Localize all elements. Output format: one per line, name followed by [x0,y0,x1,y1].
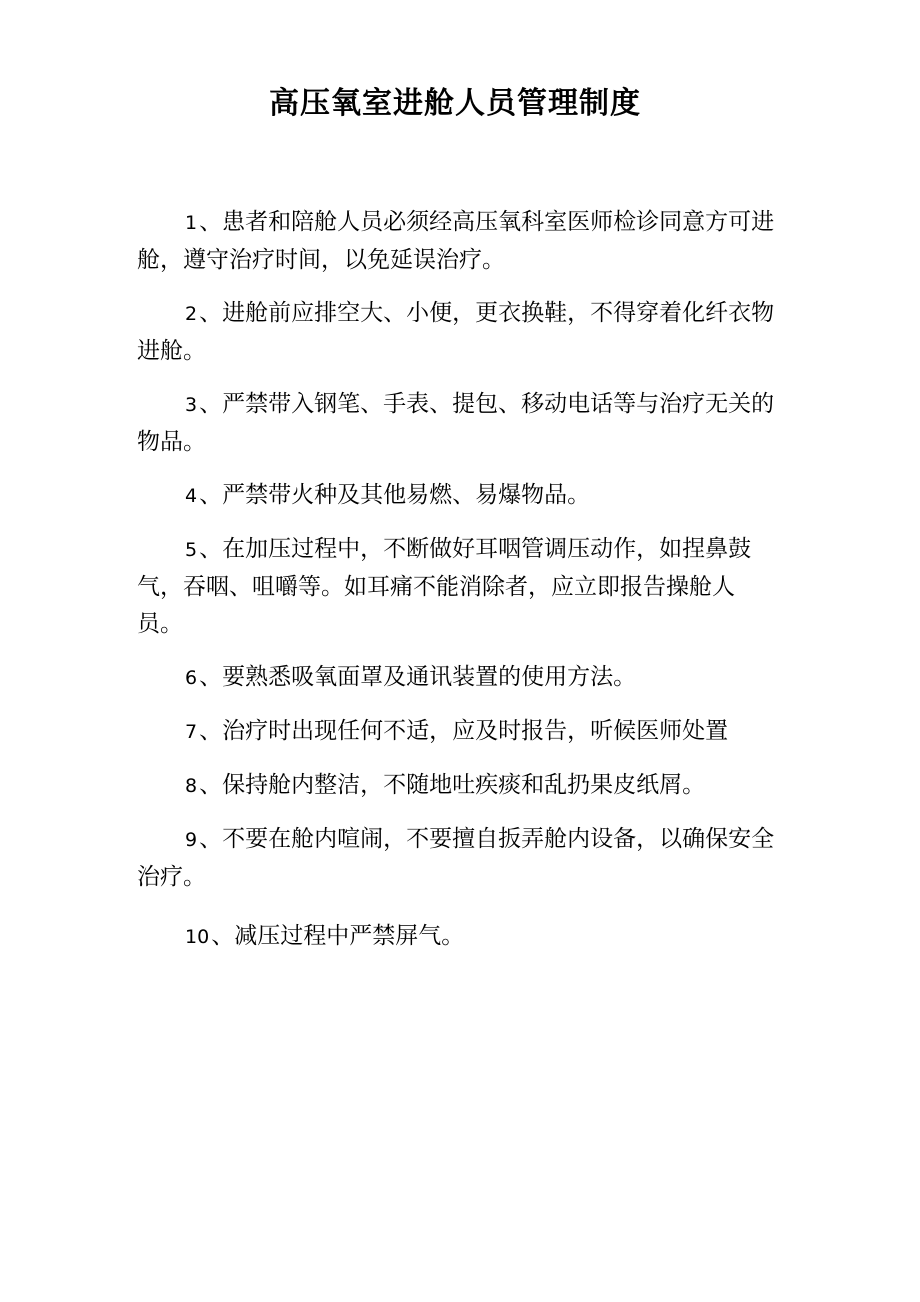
rule-item-7 [137,713,777,751]
rule-number: 4 [185,485,198,507]
rule-text: 、保持舱内整洁，不随地吐疾痰和乱扔果皮纸屑。 [199,772,706,798]
rule-number: 1 [185,212,198,234]
rule-text: 、严禁带火种及其他易燃、易爆物品。 [199,482,591,508]
rule-item-8 [137,767,777,805]
rules-list [137,204,777,972]
rule-item-2 [137,295,777,370]
rule-text: 、减压过程中严禁屏气。 [211,923,465,949]
rule-text: 、进舱前应排空大、小便，更衣换鞋，不得穿着化纤衣物进舱。 [137,300,775,364]
rule-number: 7 [185,721,198,743]
rule-item-3 [137,386,777,461]
rule-number: 3 [185,394,198,416]
document-title: 高压氧室进舱人员管理制度 [269,86,641,121]
rule-item-4 [137,477,777,515]
rule-number: 8 [185,775,198,797]
rule-text: 、治疗时出现任何不适，应及时报告，听候医师处置 [199,718,729,744]
rule-text: 、患者和陪舱人员必须经高压氧科室医师检诊同意方可进舱，遵守治疗时间，以免延误治疗。 [137,209,775,273]
rule-number: 10 [185,926,210,948]
rule-text: 、要熟悉吸氧面罩及通讯装置的使用方法。 [199,664,637,690]
rule-text: 、严禁带入钢笔、手表、提包、移动电话等与治疗无关的物品。 [137,391,775,455]
rule-item-9 [137,821,777,896]
rule-item-6 [137,659,777,697]
rule-item-10 [137,918,777,956]
rule-text: 、在加压过程中，不断做好耳咽管调压动作，如捏鼻鼓气，吞咽、咀嚼等。如耳痛不能消除者，应立即报告操舱人员。 [137,536,752,637]
rule-number: 9 [185,829,198,851]
rule-number: 5 [185,539,198,561]
rule-number: 2 [185,303,198,325]
rule-text: 、不要在舱内喧闹，不要擅自扳弄舱内设备，以确保安全治疗。 [137,826,775,890]
rule-item-1 [137,204,777,279]
rule-number: 6 [185,667,198,689]
rule-item-5 [137,531,777,643]
